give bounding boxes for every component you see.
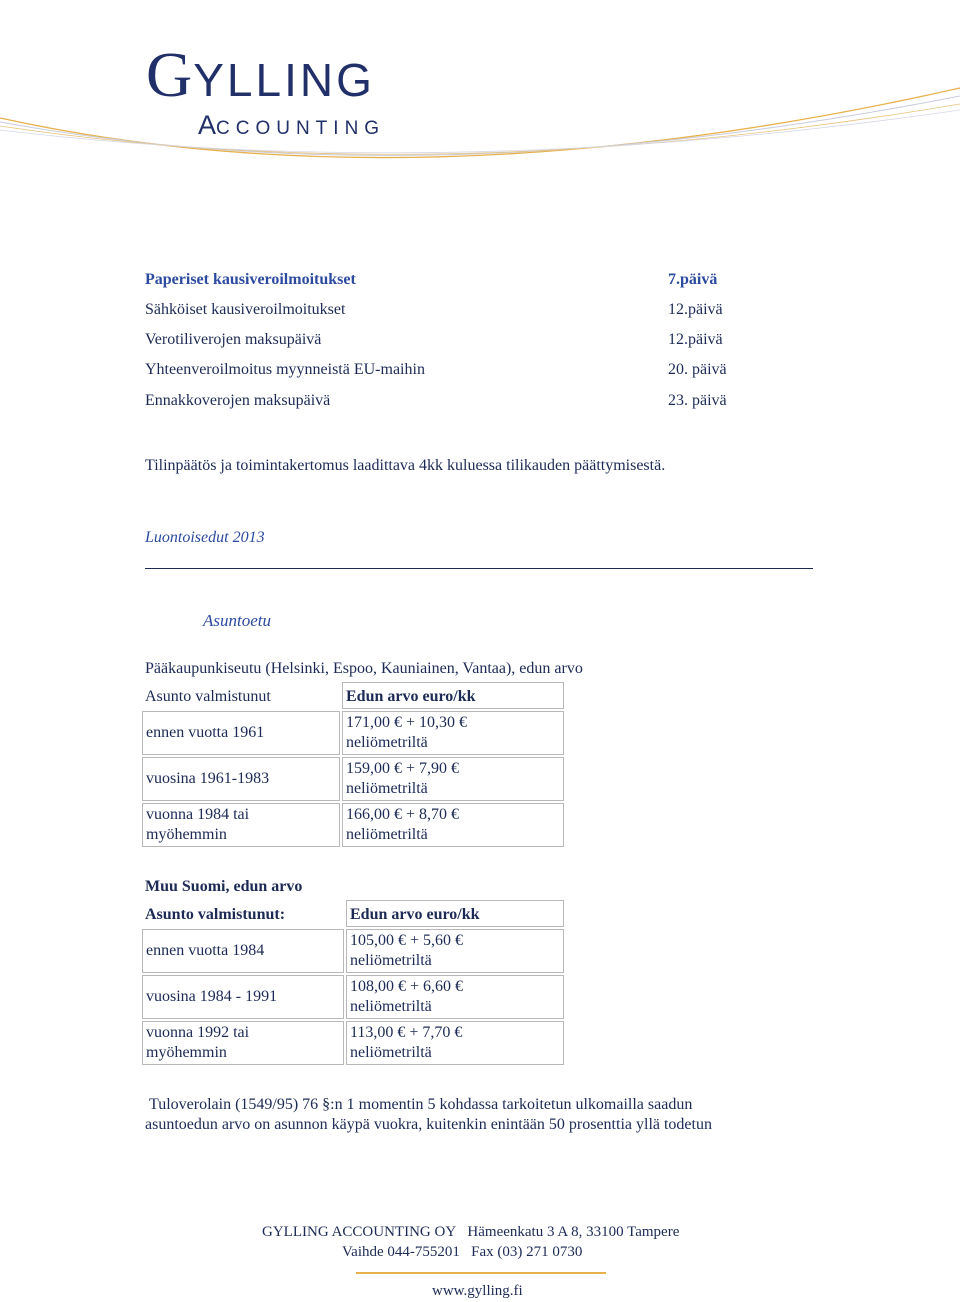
- table-cell-value: [342, 757, 564, 801]
- deadline-day: 7.päivä: [668, 271, 718, 288]
- value-unit: neliömetriltä: [350, 1044, 432, 1061]
- table-header-right: Edun arvo euro/kk: [342, 682, 564, 709]
- table-cell-value: [342, 803, 564, 847]
- table-cell-value: [346, 975, 564, 1019]
- deadline-day: 20. päivä: [668, 361, 727, 378]
- deadline-label: Verotiliverojen maksupäivä: [145, 331, 322, 348]
- value-unit: neliömetriltä: [346, 826, 428, 843]
- table-cell-label: [142, 1021, 344, 1065]
- note-line: Tuloverolain (1549/95) 76 §:n 1 momentin 5 kohdassa tarkoitetun ulkomailla saadun: [149, 1096, 693, 1113]
- section-divider: [145, 568, 813, 569]
- sub-title: Asuntoetu: [203, 611, 271, 630]
- value-amount: 105,00 € + 5,60 €: [350, 932, 464, 949]
- table-cell-label: ennen vuotta 1984: [142, 929, 344, 973]
- capital-heading: Pääkaupunkiseutu (Helsinki, Espoo, Kauniainen, Vantaa), edun arvo: [145, 660, 583, 677]
- footer-address: Hämeenkatu 3 A 8, 33100 Tampere: [467, 1224, 680, 1240]
- logo-letter-g: G: [146, 39, 194, 110]
- table-cell-value: [346, 1021, 564, 1065]
- note-line: asuntoedun arvo on asunnon käypä vuokra, kuitenkin enintään 50 prosenttia yllä todetun: [145, 1116, 712, 1133]
- value-amount: 166,00 € + 8,70 €: [346, 806, 460, 823]
- table-header-left: Asunto valmistunut:: [145, 906, 286, 923]
- table-cell-value: [346, 929, 564, 973]
- label-line: myöhemmin: [146, 826, 227, 843]
- table-header-right: Edun arvo euro/kk: [346, 900, 564, 927]
- label-line: vuonna 1984 tai: [146, 806, 250, 823]
- table-cell-label: vuosina 1984 - 1991: [142, 975, 344, 1019]
- deadline-day: 23. päivä: [668, 392, 727, 409]
- other-table: [140, 898, 566, 1067]
- value-amount: 171,00 € + 10,30 €: [346, 714, 468, 731]
- value-amount: 113,00 € + 7,70 €: [350, 1024, 463, 1041]
- value-unit: neliömetriltä: [346, 734, 428, 751]
- deadline-label: Ennakkoverojen maksupäivä: [145, 392, 331, 409]
- value-amount: 159,00 € + 7,90 €: [346, 760, 460, 777]
- logo-text-ylling: YLLING: [193, 54, 375, 106]
- deadline-day: 12.päivä: [668, 331, 723, 348]
- value-unit: neliömetriltä: [346, 780, 428, 797]
- label-line: vuonna 1992 tai: [146, 1024, 250, 1041]
- deadline-label: Yhteenveroilmoitus myynneistä EU-maihin: [145, 361, 425, 378]
- logo-text-ccounting: CCOUNTING: [216, 118, 386, 139]
- deadline-day: 12.päivä: [668, 301, 723, 318]
- value-unit: neliömetriltä: [350, 998, 432, 1015]
- deadline-label: Sähköiset kausiveroilmoitukset: [145, 301, 346, 318]
- footer-phone: Vaihde 044-755201: [342, 1244, 460, 1260]
- deadline-label: Paperiset kausiveroilmoitukset: [145, 271, 356, 288]
- logo-wordmark-gylling: [146, 38, 375, 112]
- tilinpaatos-note: Tilinpäätös ja toimintakertomus laadittava 4kk kuluessa tilikauden päättymisestä.: [145, 457, 666, 474]
- company-logo: [0, 0, 960, 200]
- table-header-left: Asunto valmistunut: [145, 688, 271, 705]
- footer-contact-line: [342, 1244, 582, 1261]
- section-title: Luontoisedut 2013: [145, 529, 265, 546]
- footer-fax: Fax (03) 271 0730: [471, 1244, 583, 1260]
- capital-table: [140, 680, 566, 849]
- label-line: myöhemmin: [146, 1044, 227, 1061]
- table-cell-label: ennen vuotta 1961: [142, 711, 340, 755]
- footer-company-line: [262, 1224, 679, 1241]
- footer-company-name: GYLLING ACCOUNTING OY: [262, 1224, 457, 1240]
- table-cell-label: [142, 803, 340, 847]
- logo-wordmark-accounting: [198, 110, 385, 141]
- table-cell-label: vuosina 1961-1983: [142, 757, 340, 801]
- value-unit: neliömetriltä: [350, 952, 432, 969]
- value-amount: 108,00 € + 6,60 €: [350, 978, 464, 995]
- footer-website-link[interactable]: www.gylling.fi: [432, 1283, 523, 1299]
- other-heading: Muu Suomi, edun arvo: [145, 878, 303, 895]
- logo-letter-a: A: [198, 110, 217, 140]
- footer-divider: [356, 1272, 606, 1274]
- logo-swoosh-graphic: [0, 0, 960, 200]
- table-cell-value: [342, 711, 564, 755]
